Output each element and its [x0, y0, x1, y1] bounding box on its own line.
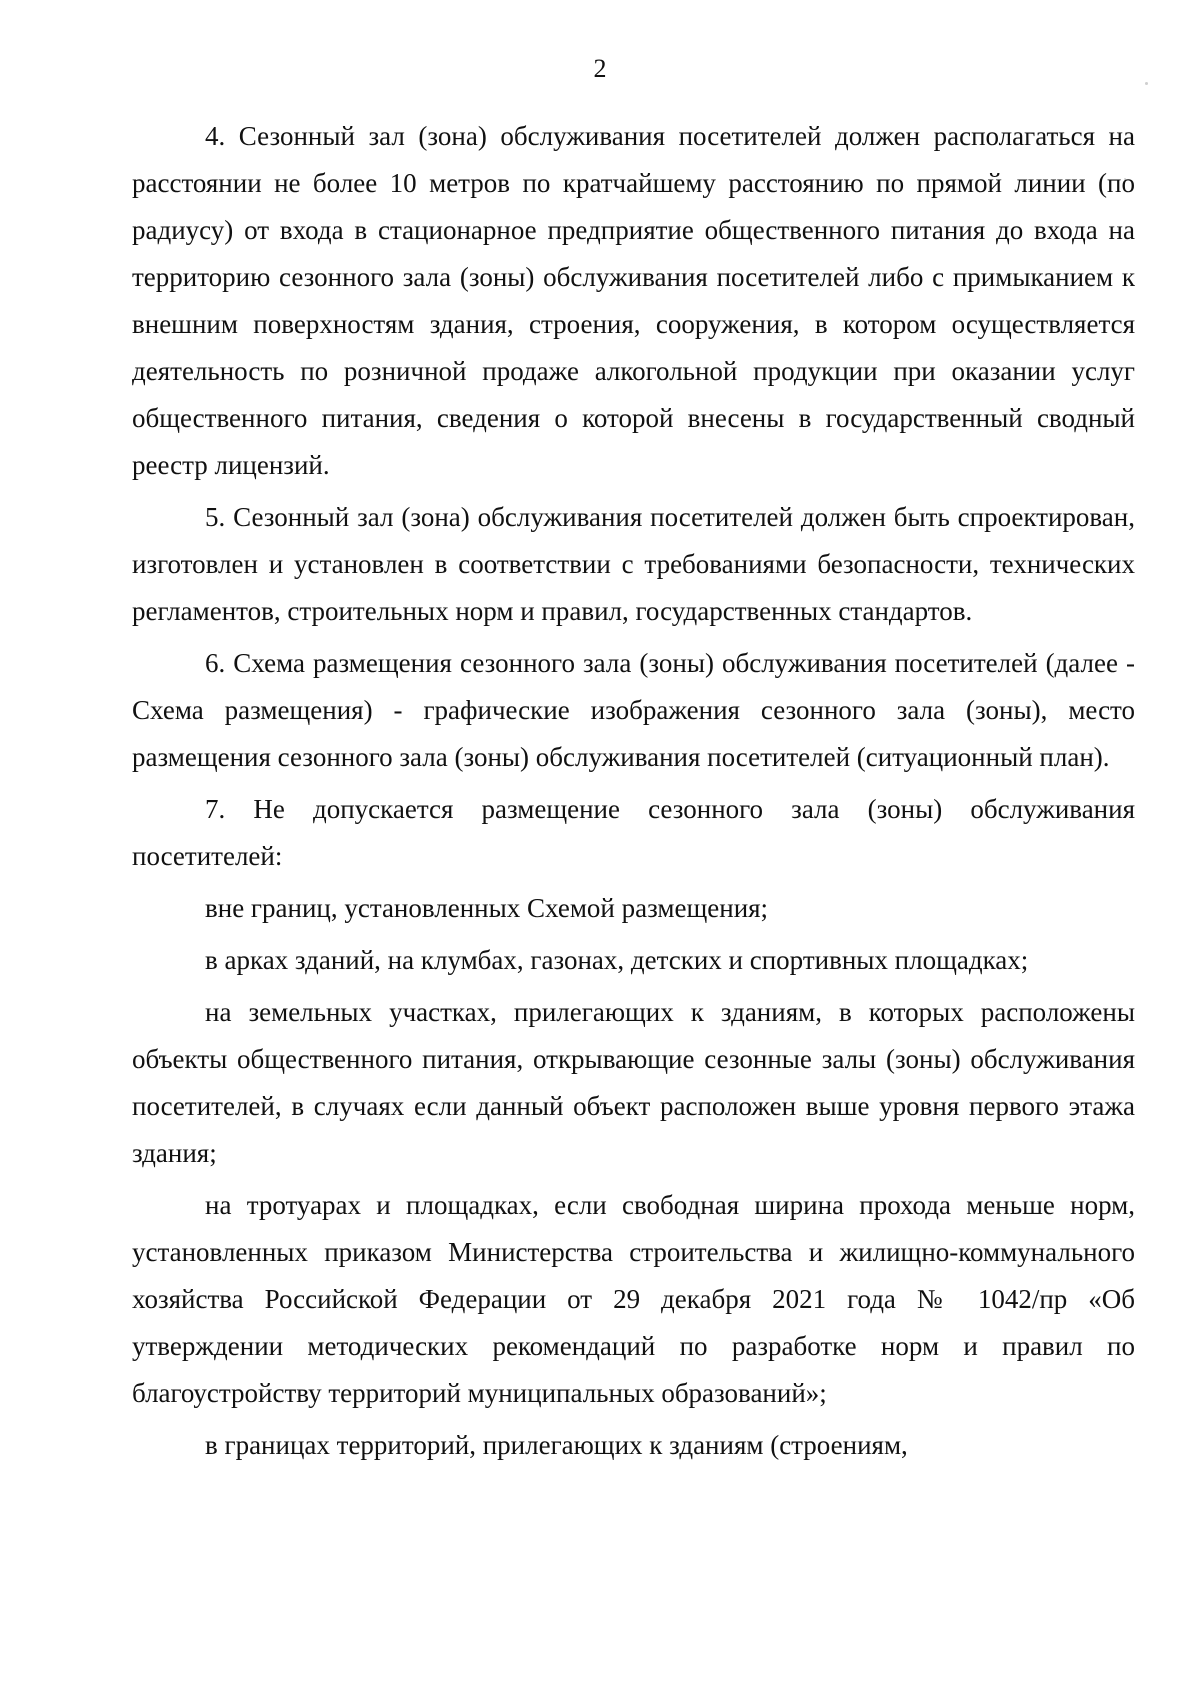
list-item-outside-borders: вне границ, установленных Схемой размещения; — [205, 893, 769, 923]
paragraph-item-4: 4. Сезонный зал (зона) обслуживания посетителей должен располагаться на расстоянии не более 10 метров по кратчайшему расстоянию по прямой линии (по радиусу) от входа в стационарное предприятие общественного питания до входа на территорию сезонного зала (зоны) обслуживания посетителей либо с примыканием к внешним поверхностям здания, строения, сооружения, в котором осуществляется деятельность по розничной продаже алкогольной продукции при оказании услуг общественного питания, сведения о которой внесены в государственный сводный реестр лицензий. — [132, 121, 1135, 480]
paragraph-item-7: 7. Не допускается размещение сезонного зала (зоны) обслуживания посетителей: — [132, 794, 1135, 871]
page-number: 2 — [593, 54, 607, 83]
paragraph-item-6: 6. Схема размещения сезонного зала (зоны) обслуживания посетителей (далее - Схема размещения) - графические изображения сезонного зала (зоны), место размещения сезонного зала (зоны) обслуживания посетителей (ситуационный план). — [132, 648, 1135, 772]
paragraph-item-5: 5. Сезонный зал (зона) обслуживания посетителей должен быть спроектирован, изготовлен и установлен в соответствии с требованиями безопасности, технических регламентов, строительных норм и правил, государственных стандартов. — [132, 502, 1135, 626]
list-item-sidewalks: на тротуарах и площадках, если свободная ширина прохода меньше норм, установленных приказом Министерства строительства и жилищно-коммунального хозяйства Российской Федерации от 29 декабря 2021 года № 1042/пр «Об утверждении методических рекомендаций по разработке норм и правил по благоустройству территорий муниципальных образований»; — [132, 1190, 1135, 1408]
document-body — [132, 113, 1135, 1469]
list-item-territory-borders: в границах территорий, прилегающих к зданиям (строениям, — [205, 1430, 908, 1460]
list-item-land-plots: на земельных участках, прилегающих к зданиям, в которых расположены объекты общественного питания, открывающие сезонные залы (зоны) обслуживания посетителей, в случаях если данный объект расположен выше уровня первого этажа здания; — [132, 997, 1135, 1168]
list-item-arches-lawns: в арках зданий, на клумбах, газонах, детских и спортивных площадках; — [205, 945, 1029, 975]
